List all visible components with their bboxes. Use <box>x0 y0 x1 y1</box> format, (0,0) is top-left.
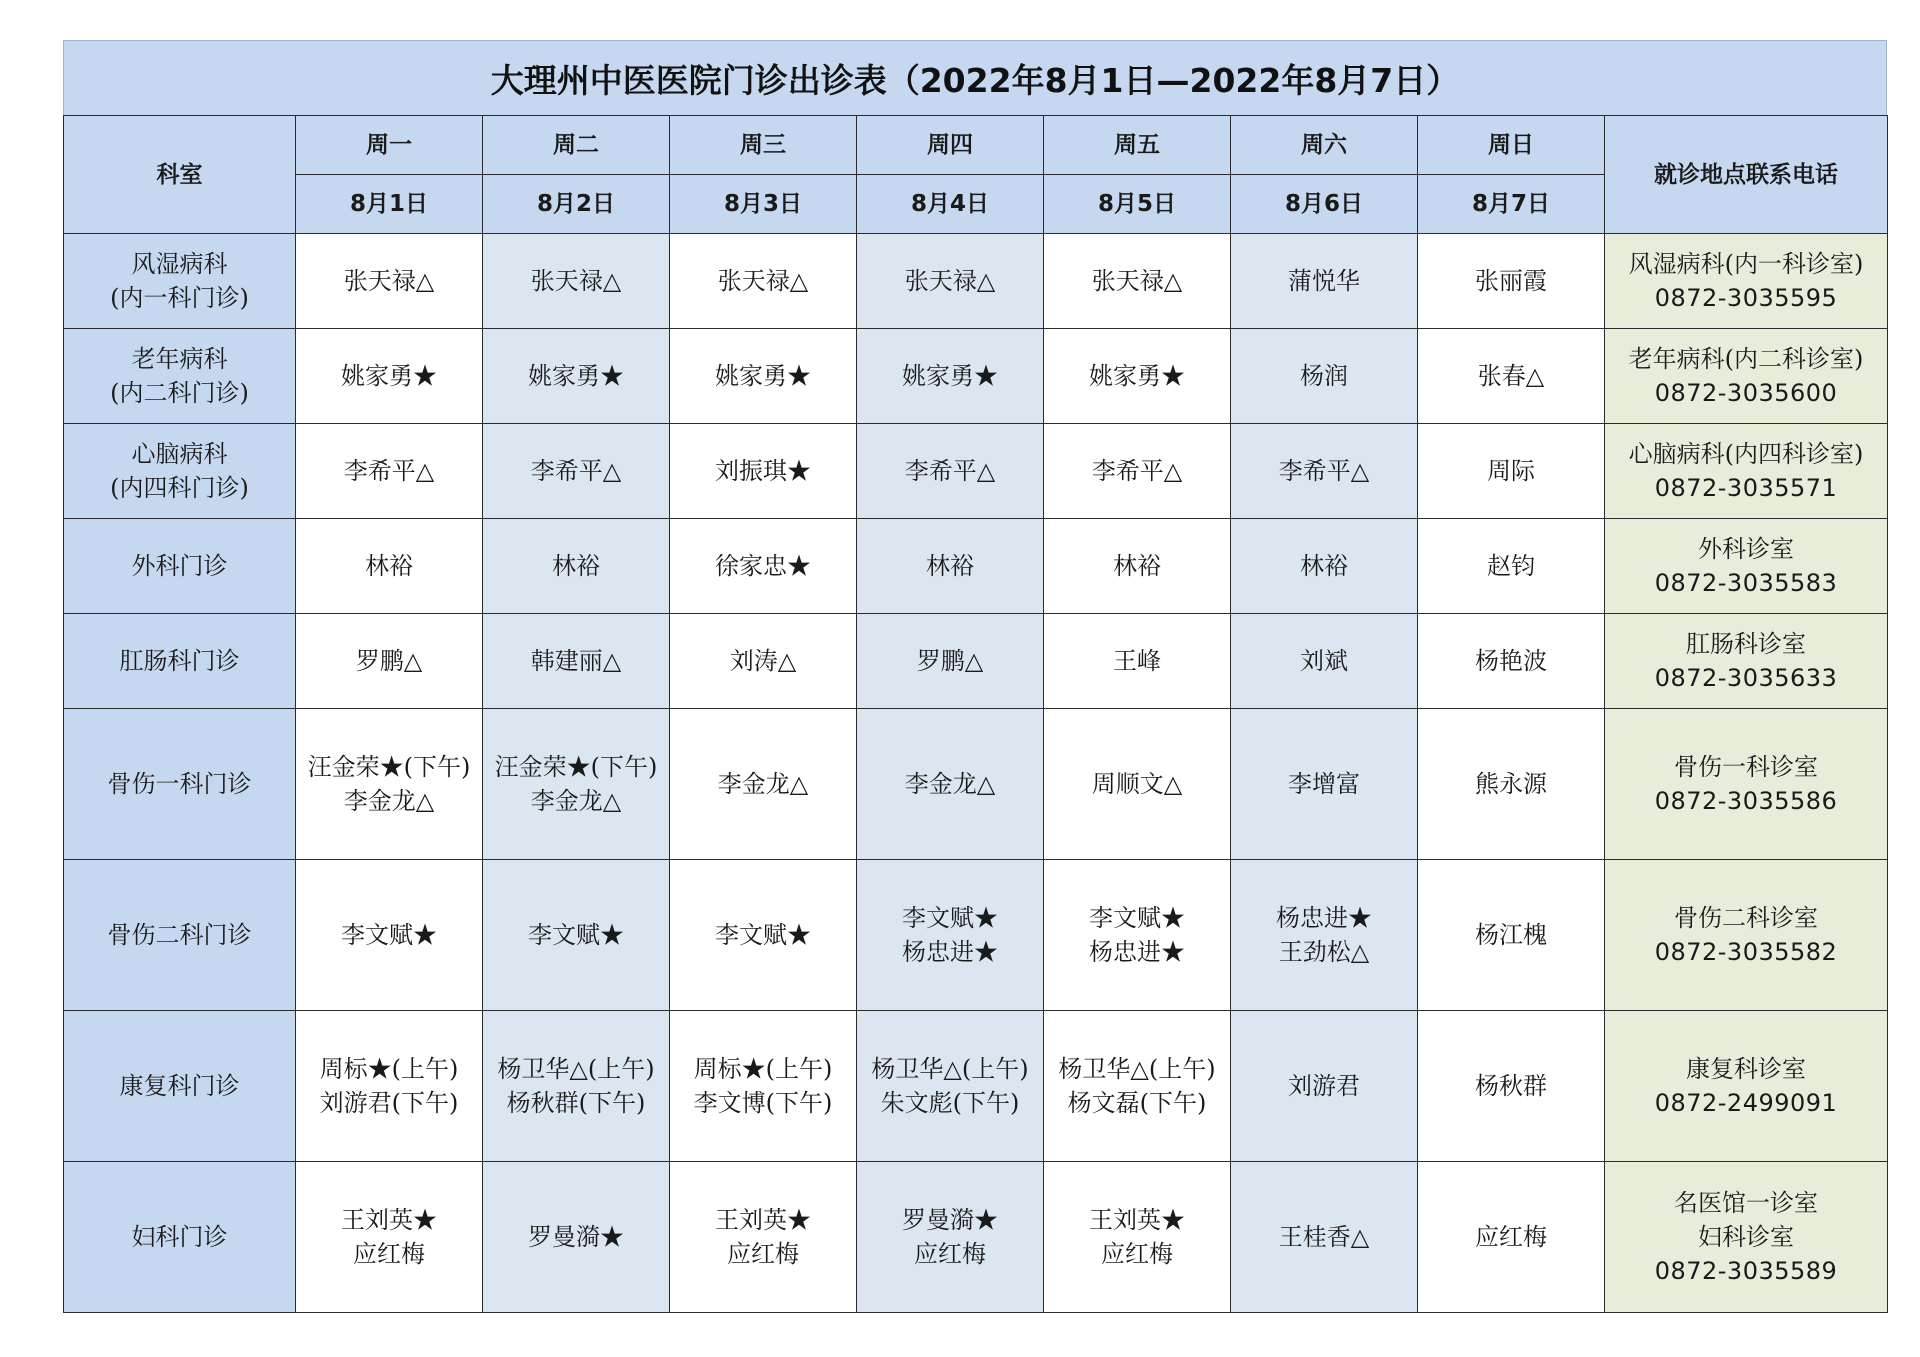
doctor-name: 杨艳波 <box>1475 647 1547 675</box>
doctor-name: 杨卫华△(上午) <box>1058 1055 1216 1083</box>
dept-name: 心脑病科 <box>131 440 228 468</box>
table-row <box>64 1162 1888 1313</box>
doctor-cell <box>1044 1011 1231 1162</box>
doctor-cell <box>857 424 1044 519</box>
doctor-cell <box>1418 1011 1605 1162</box>
doctor-name: 杨忠进★ <box>1089 938 1185 966</box>
doctor-cell <box>296 424 483 519</box>
doctor-cell <box>670 860 857 1011</box>
day-header: 周六 <box>1231 116 1418 175</box>
location-cell <box>1605 234 1888 329</box>
doctor-name: 李金龙△ <box>717 770 809 798</box>
location-name: 风湿病科(内一科诊室) <box>1628 250 1864 278</box>
doctor-cell <box>1418 1162 1605 1313</box>
doctor-name: 李希平△ <box>1278 457 1370 485</box>
doctor-name: 应红梅 <box>1475 1223 1547 1251</box>
dept-cell <box>64 519 296 614</box>
doctor-name: 王刘英★ <box>341 1206 437 1234</box>
doctor-cell <box>296 1011 483 1162</box>
phone-number: 0872-3035586 <box>1654 787 1838 815</box>
doctor-cell <box>670 1162 857 1313</box>
doctor-cell <box>1231 424 1418 519</box>
doctor-name: 张丽霞 <box>1475 267 1547 295</box>
doctor-name: 王刘英★ <box>1089 1206 1185 1234</box>
doctor-name: 刘振琪★ <box>715 457 811 485</box>
doctor-cell <box>670 709 857 860</box>
doctor-cell <box>1044 1162 1231 1313</box>
dept-cell <box>64 329 296 424</box>
dept-cell <box>64 1162 296 1313</box>
doctor-name: 李金龙△ <box>343 787 435 815</box>
day-header: 周日 <box>1418 116 1605 175</box>
location-cell <box>1605 329 1888 424</box>
doctor-cell <box>1044 519 1231 614</box>
doctor-cell <box>296 234 483 329</box>
dept-name: (内一科门诊) <box>110 284 249 312</box>
doctor-name: 李文赋★ <box>1089 904 1185 932</box>
doctor-name: 李希平△ <box>904 457 996 485</box>
doctor-cell <box>1044 860 1231 1011</box>
doctor-cell <box>1418 519 1605 614</box>
dept-cell <box>64 614 296 709</box>
doctor-name: 杨忠进★ <box>1276 904 1372 932</box>
doctor-cell <box>483 519 670 614</box>
phone-number: 0872-3035589 <box>1654 1257 1838 1285</box>
doctor-cell <box>296 329 483 424</box>
doctor-name: 杨江槐 <box>1475 921 1547 949</box>
phone-number: 0872-2499091 <box>1654 1089 1838 1117</box>
location-column-header: 就诊地点联系电话 <box>1605 116 1888 234</box>
doctor-cell <box>670 424 857 519</box>
doctor-cell <box>1231 1162 1418 1313</box>
doctor-name: 周标★(上午) <box>693 1055 833 1083</box>
doctor-name: 张天禄△ <box>530 267 622 295</box>
doctor-name: 张天禄△ <box>1091 267 1183 295</box>
header-day-row <box>64 116 1888 175</box>
doctor-cell <box>857 329 1044 424</box>
doctor-cell <box>670 234 857 329</box>
dept-name: 老年病科 <box>131 345 228 373</box>
doctor-name: 李文赋★ <box>715 921 811 949</box>
doctor-cell <box>1231 614 1418 709</box>
doctor-cell <box>1418 860 1605 1011</box>
doctor-cell <box>483 424 670 519</box>
dept-name: 妇科门诊 <box>131 1223 228 1251</box>
date-header: 8月1日 <box>296 175 483 234</box>
doctor-name: 李文赋★ <box>341 921 437 949</box>
dept-name: 骨伤二科门诊 <box>107 921 252 949</box>
dept-name: 风湿病科 <box>131 250 228 278</box>
dept-name: 康复科门诊 <box>119 1072 240 1100</box>
doctor-name: 张天禄△ <box>717 267 809 295</box>
phone-number: 0872-3035595 <box>1654 284 1838 312</box>
doctor-name: 姚家勇★ <box>1089 362 1185 390</box>
doctor-name: 李文赋★ <box>902 904 998 932</box>
day-header: 周一 <box>296 116 483 175</box>
doctor-name: 杨润 <box>1300 362 1348 390</box>
doctor-name: 李文赋★ <box>528 921 624 949</box>
dept-name: 骨伤一科门诊 <box>107 770 252 798</box>
doctor-name: 姚家勇★ <box>341 362 437 390</box>
doctor-cell <box>483 860 670 1011</box>
doctor-cell <box>296 860 483 1011</box>
doctor-name: 刘游君(下午) <box>319 1089 459 1117</box>
page-title: 大理州中医医院门诊出诊表（2022年8月1日—2022年8月7日） <box>63 40 1887 115</box>
location-name: 骨伤二科诊室 <box>1674 904 1818 932</box>
doctor-cell <box>1044 234 1231 329</box>
doctor-cell <box>1044 329 1231 424</box>
doctor-cell <box>670 519 857 614</box>
doctor-cell <box>857 234 1044 329</box>
location-name: 肛肠科诊室 <box>1686 630 1806 658</box>
table-row <box>64 614 1888 709</box>
doctor-name: 刘涛△ <box>729 647 797 675</box>
doctor-name: 韩建丽△ <box>530 647 622 675</box>
doctor-cell <box>483 709 670 860</box>
doctor-cell <box>1231 519 1418 614</box>
doctor-cell <box>483 329 670 424</box>
day-header: 周二 <box>483 116 670 175</box>
doctor-cell <box>1231 709 1418 860</box>
doctor-name: 周际 <box>1487 457 1535 485</box>
date-header: 8月5日 <box>1044 175 1231 234</box>
location-name: 老年病科(内二科诊室) <box>1628 345 1864 373</box>
table-row <box>64 709 1888 860</box>
doctor-name: 周顺文△ <box>1091 770 1183 798</box>
doctor-cell <box>483 1011 670 1162</box>
doctor-cell <box>857 1162 1044 1313</box>
doctor-name: 周标★(上午) <box>319 1055 459 1083</box>
dept-cell <box>64 234 296 329</box>
phone-number: 0872-3035633 <box>1654 664 1838 692</box>
table-row <box>64 234 1888 329</box>
doctor-name: 张天禄△ <box>343 267 435 295</box>
phone-number: 0872-3035600 <box>1654 379 1838 407</box>
schedule-sheet <box>63 40 1887 1313</box>
dept-cell <box>64 1011 296 1162</box>
doctor-name: 林裕 <box>552 552 600 580</box>
doctor-name: 李金龙△ <box>530 787 622 815</box>
doctor-name: 林裕 <box>926 552 974 580</box>
day-header: 周五 <box>1044 116 1231 175</box>
doctor-name: 李文博(下午) <box>693 1089 833 1117</box>
schedule-body <box>64 234 1888 1313</box>
doctor-name: 赵钧 <box>1487 552 1535 580</box>
doctor-cell <box>1231 329 1418 424</box>
doctor-name: 刘斌 <box>1300 647 1348 675</box>
phone-number: 0872-3035571 <box>1654 474 1838 502</box>
doctor-cell <box>1231 1011 1418 1162</box>
doctor-cell <box>670 329 857 424</box>
doctor-name: 李增富 <box>1288 770 1360 798</box>
doctor-cell <box>1044 424 1231 519</box>
doctor-name: 徐家忠★ <box>715 552 811 580</box>
doctor-cell <box>1231 234 1418 329</box>
doctor-name: 李希平△ <box>1091 457 1183 485</box>
dept-name: 外科门诊 <box>131 552 228 580</box>
doctor-cell <box>296 709 483 860</box>
doctor-name: 杨秋群(下午) <box>506 1089 646 1117</box>
doctor-name: 林裕 <box>365 552 413 580</box>
day-header: 周三 <box>670 116 857 175</box>
location-name: 康复科诊室 <box>1686 1055 1806 1083</box>
doctor-name: 林裕 <box>1300 552 1348 580</box>
doctor-name: 张春△ <box>1477 362 1545 390</box>
doctor-name: 李金龙△ <box>904 770 996 798</box>
doctor-cell <box>1418 234 1605 329</box>
doctor-name: 罗鹏△ <box>355 647 423 675</box>
location-name: 骨伤一科诊室 <box>1674 753 1818 781</box>
doctor-name: 汪金荣★(下午) <box>307 753 471 781</box>
doctor-name: 罗曼漪★ <box>528 1223 624 1251</box>
doctor-cell <box>857 709 1044 860</box>
doctor-cell <box>857 519 1044 614</box>
location-cell <box>1605 709 1888 860</box>
doctor-cell <box>296 614 483 709</box>
date-header: 8月4日 <box>857 175 1044 234</box>
doctor-name: 王劲松△ <box>1278 938 1370 966</box>
doctor-cell <box>1044 709 1231 860</box>
date-header: 8月6日 <box>1231 175 1418 234</box>
doctor-name: 王桂香△ <box>1278 1223 1370 1251</box>
doctor-name: 张天禄△ <box>904 267 996 295</box>
doctor-cell <box>857 614 1044 709</box>
location-cell <box>1605 860 1888 1011</box>
doctor-name: 刘游君 <box>1288 1072 1360 1100</box>
doctor-cell <box>1418 709 1605 860</box>
table-row <box>64 860 1888 1011</box>
doctor-name: 熊永源 <box>1475 770 1547 798</box>
doctor-name: 杨秋群 <box>1475 1072 1547 1100</box>
doctor-name: 姚家勇★ <box>715 362 811 390</box>
doctor-name: 应红梅 <box>1101 1240 1173 1268</box>
day-header: 周四 <box>857 116 1044 175</box>
date-header: 8月3日 <box>670 175 857 234</box>
doctor-name: 罗鹏△ <box>916 647 984 675</box>
doctor-name: 杨卫华△(上午) <box>497 1055 655 1083</box>
table-row <box>64 424 1888 519</box>
doctor-cell <box>857 860 1044 1011</box>
doctor-cell <box>483 234 670 329</box>
doctor-cell <box>1044 614 1231 709</box>
doctor-name: 罗曼漪★ <box>902 1206 998 1234</box>
doctor-name: 蒲悦华 <box>1288 267 1360 295</box>
location-cell <box>1605 1162 1888 1313</box>
doctor-cell <box>1418 614 1605 709</box>
doctor-cell <box>483 1162 670 1313</box>
location-cell <box>1605 424 1888 519</box>
doctor-name: 李希平△ <box>530 457 622 485</box>
phone-number: 0872-3035582 <box>1654 938 1838 966</box>
doctor-cell <box>1418 329 1605 424</box>
dept-cell <box>64 424 296 519</box>
doctor-cell <box>1418 424 1605 519</box>
doctor-cell <box>483 614 670 709</box>
doctor-name: 王刘英★ <box>715 1206 811 1234</box>
schedule-table <box>63 115 1888 1313</box>
doctor-cell <box>1231 860 1418 1011</box>
phone-number: 0872-3035583 <box>1654 569 1838 597</box>
doctor-cell <box>296 519 483 614</box>
location-name: 外科诊室 <box>1698 535 1794 563</box>
location-name: 名医馆一诊室 <box>1674 1189 1818 1217</box>
doctor-name: 杨文磊(下午) <box>1067 1089 1207 1117</box>
location-cell <box>1605 1011 1888 1162</box>
doctor-name: 杨卫华△(上午) <box>871 1055 1029 1083</box>
doctor-cell <box>670 1011 857 1162</box>
doctor-name: 杨忠进★ <box>902 938 998 966</box>
doctor-name: 姚家勇★ <box>528 362 624 390</box>
doctor-name: 应红梅 <box>727 1240 799 1268</box>
dept-name: (内四科门诊) <box>110 474 249 502</box>
table-row <box>64 519 1888 614</box>
doctor-name: 李希平△ <box>343 457 435 485</box>
location-name: 妇科诊室 <box>1698 1223 1794 1251</box>
table-row <box>64 329 1888 424</box>
doctor-name: 王峰 <box>1113 647 1161 675</box>
dept-cell <box>64 860 296 1011</box>
doctor-name: 林裕 <box>1113 552 1161 580</box>
doctor-name: 姚家勇★ <box>902 362 998 390</box>
dept-cell <box>64 709 296 860</box>
doctor-cell <box>857 1011 1044 1162</box>
doctor-name: 汪金荣★(下午) <box>494 753 658 781</box>
table-row <box>64 1011 1888 1162</box>
doctor-cell <box>296 1162 483 1313</box>
dept-column-header: 科室 <box>64 116 296 234</box>
location-cell <box>1605 614 1888 709</box>
location-name: 心脑病科(内四科诊室) <box>1628 440 1864 468</box>
doctor-cell <box>670 614 857 709</box>
dept-name: 肛肠科门诊 <box>119 647 240 675</box>
date-header: 8月2日 <box>483 175 670 234</box>
doctor-name: 应红梅 <box>914 1240 986 1268</box>
date-header: 8月7日 <box>1418 175 1605 234</box>
doctor-name: 朱文彪(下午) <box>880 1089 1020 1117</box>
location-cell <box>1605 519 1888 614</box>
doctor-name: 应红梅 <box>353 1240 425 1268</box>
dept-name: (内二科门诊) <box>110 379 249 407</box>
